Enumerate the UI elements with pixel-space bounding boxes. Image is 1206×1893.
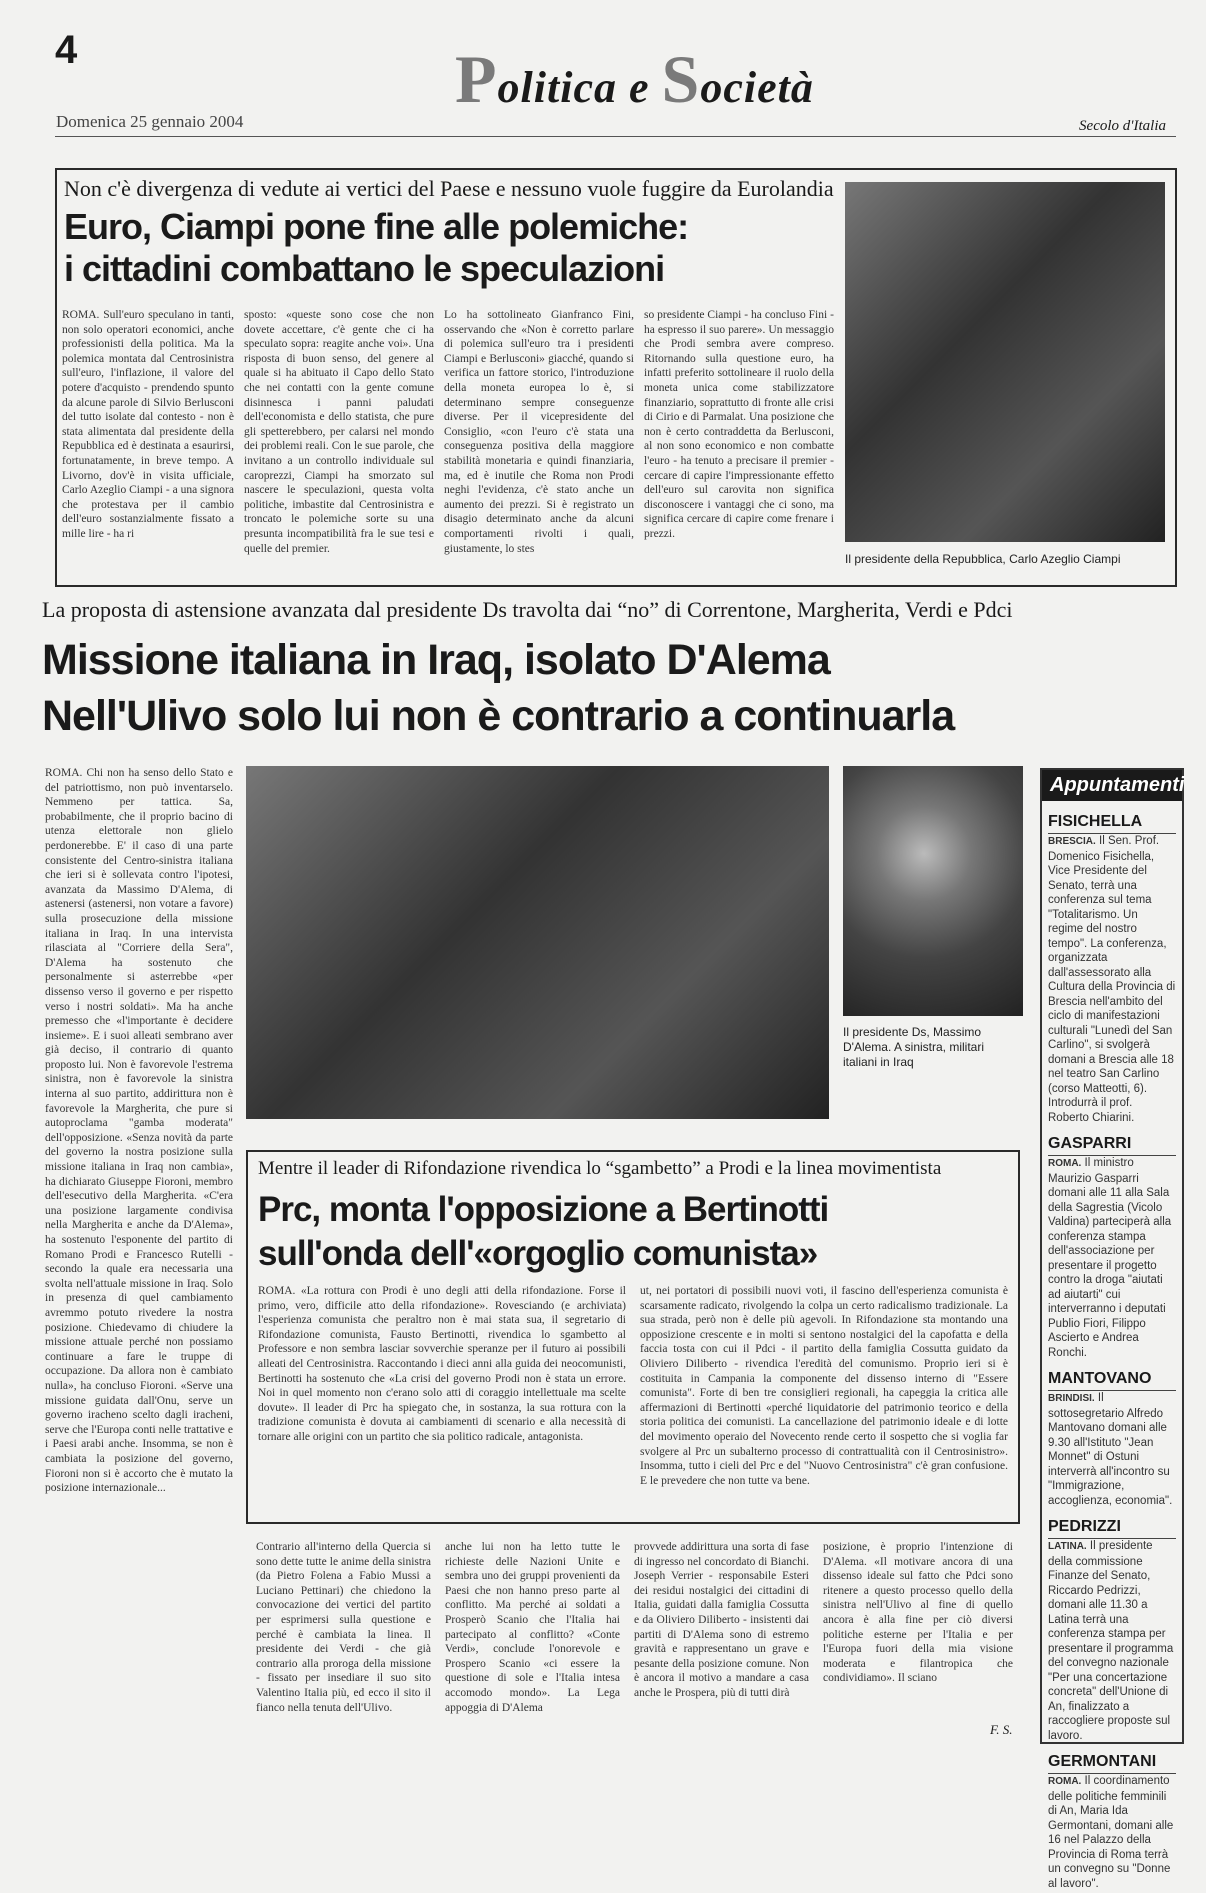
story-euro-headline — [64, 206, 844, 290]
appointment-place: BRINDISI. — [1048, 1393, 1095, 1404]
story-prc-column-1: ROMA. «La rottura con Prodi è uno degli atti della rifondazione. Forse il primo, vero, difficile atto della rifondazione». Rovesciando (e archiviata) l'esperienza comunista che peraltro non è mai stata sua, il segretario di Rifondazione comunista, Fausto Bertinotti, rivendica lo sgambetto al Professore e non sembra lasciar sovverchie speranze per il futuro ai possibili alleati del Centrosinistra. Raccontando i dieci anni alla guida dei neocomunisti, Bertinotti ha sostenuto che «La crisi del governo Prodi non è stata un errore. Noi in quel momento non c'erano solo atti di coraggio intellettuale ma scelte dovute». Il leader di Prc ha spiegato che, in sostanza, la sua rottura con la tradizione comunista è dovuta ai cambiamenti di scenario e alla necessità di tornare alle origini con un partito che sia politico radicale, antagonista. — [258, 1285, 626, 1443]
appointments-sidebar — [1040, 768, 1185, 1890]
appointment-name: GASPARRI — [1048, 1135, 1176, 1156]
appointment-body: Il presidente della commissione Finanze del Senato, Riccardo Pedrizzi, domani alle 11.30 a Latina terrà una conferenza stampa per presentare il programma del convegno nazionale "Per una concertazione concreta" dell'Unione di An, finalizzato a raccogliere proposte sul lavoro. — [1048, 1540, 1174, 1742]
story-euro-column-1: ROMA. Sull'euro speculano in tanti, non solo operatori economici, anche professionisti della politica. Ma la polemica montata dal Centrosinistra sull'euro, l'inflazione, il valore del potere d'acquisto - prendendo spunto da alcune parole di Silvio Berlusconi del tutto isolate dal contesto - non è stata alimentata dal presidente della Repubblica ed è destinata a esaurirsi, fortunatamente, in breve tempo. A Livorno, dov'è in visita ufficiale, Carlo Azeglio Ciampi - a una signora che protestava per il cambio dell'euro sostanzialmente fissato a mille lire - ha ri — [62, 309, 234, 540]
ciampi-photo-caption: Il presidente della Repubblica, Carlo Azeglio Ciampi — [845, 552, 1121, 566]
appointment-item — [1048, 1753, 1176, 1891]
story-euro-headline-line2: i cittadini combattano le speculazioni — [64, 248, 665, 289]
appointment-text — [1048, 1156, 1176, 1360]
dalema-photo-caption: Il presidente Ds, Massimo D'Alema. A sinistra, militari italiani in Iraq — [843, 1025, 984, 1069]
appointment-item — [1048, 1135, 1176, 1360]
appointment-body: Il coordinamento delle politiche femminili di An, Maria Ida Germontani, domani alle 16 nel Palazzo della Provincia di Roma terrà un convegno su "Donne al lavoro". — [1048, 1775, 1174, 1890]
appointment-body: Il ministro Maurizio Gasparri domani alle 11 alla Sala della Sagrestia (Vicolo Valdina) parteciperà alla conferenza stampa dell'associazione per presentare il progetto contro la droga "aiutati ad aiutarti" cui interverranno i deputati Publio Fiori, Filippo Ascierto e Andrea Ronchi. — [1048, 1157, 1172, 1359]
appointment-name: GERMONTANI — [1048, 1753, 1176, 1774]
story-prc-kicker: Mentre il leader di Rifondazione rivendica lo “sgambetto” a Prodi e la linea movimentista — [258, 1158, 942, 1179]
newspaper-name: Secolo d'Italia — [1079, 118, 1166, 134]
story-prc-headline — [258, 1188, 1008, 1276]
appointment-name: FISICHELLA — [1048, 813, 1176, 834]
section-title-part: olitica e — [497, 63, 662, 112]
appointment-body: Il Sen. Prof. Domenico Fisichella, Vice Presidente del Senato, terrà una conferenza sul tema "Totalitarismo. Un regime del nostro tempo". La conferenza, organizzata dall'assessorato alla Cultura della Provincia di Brescia nell'ambito del ciclo di manifestazioni culturali "Lunedì del San Carlino", si svolgerà domani a Brescia alle 18 nel teatro San Carlino (corso Matteotti, 6). Introdurrà il prof. Roberto Chiarini. — [1048, 835, 1176, 1124]
appointment-item — [1048, 1518, 1176, 1743]
appointment-body: Il sottosegretario Alfredo Mantovano domani alle 9.30 all'Istituto "Jean Monnet" di Ostuni interverrà all'incontro su "Immigrazione, accoglienza, economia". — [1048, 1392, 1173, 1507]
author-signature: F. S. — [990, 1722, 1013, 1737]
story-euro-column-3: Lo ha sottolineato Gianfranco Fini, osservando che «Non è corretto parlare di polemica sull'euro tra i presidenti Ciampi e Berlusconi» giacché, quando si verifica un fattore storico, l'introduzione della moneta europea lo è, si determinano sempre conseguenze diverse. Per il vicepresidente del Consiglio, «con l'euro c'è stata una conseguenza positiva della maggiore stabilità monetaria e quindi finanziaria, ma, ed è inutile che Roma non Prodi neghi l'evidenza, c'è stato anche un aumento dei prezzi. Si è registrato un disagio determinato anche da alcuni comportamenti rivolti i quali, giustamente, lo stes — [444, 309, 634, 555]
section-title-initial: S — [661, 41, 701, 117]
story-prc-column-2: ut, nei portatori di possibili nuovi voti, il fascino dell'esperienza comunista è scarsamente radicato, rivolgendo la colpa un certo radicalismo tradizionale. La sua strada, però non è delle più agevoli. In Rifondazione sta montando una opposizione crescente e in molti si sentono nostalgici del la capofatta e della faccia tosta con cui il Pdci - il partito della famiglia Cossutta guidato da Oliviero Diliberto - rivendica l'eredità del comunismo. Proprio ieri si è costituita in Campania la componente del dissenso interno di "Essere comunista". Forte di ben tre consiglieri regionali, ha capeggia la critica alle affermazioni di Bertinotti «perché liquidatorie del patrimonio teorico e della storia politica dei comunisti. La cancellazione del patrimonio ideale e di lotte del movimento operaio del Novecento rende certo il sospetto che si voglia far svolgere al Prc un subalterno processo di contrattualità con il Centrosinistro». Insomma, tutto i cieli del Prc e del "Nuovo Centrosinistra" c'è gran confusione. E le prevedere che non tutte va bene. — [640, 1285, 1008, 1487]
appointment-item — [1048, 1370, 1176, 1508]
appointments-list — [1042, 801, 1182, 1893]
dalema-photo — [843, 766, 1023, 1016]
story-iraq-kicker: La proposta di astensione avanzata dal presidente Ds travolta dai “no” di Correntone, Margherita, Verdi e Pdci — [42, 597, 1013, 622]
header-rule — [55, 136, 1176, 137]
story-iraq-continuation-3: provvede addirittura una sorta di fase di ingresso nel concordato di Bianchi. Joseph Verrier - responsabile Esteri dei residui nostalgici dei cittadini di Italia, guidati dalla famiglia Cossutta e da Oliviero Diliberto - insistenti dai partiti di D'Alema sono di estremo gravità e rappresentano un grave e pesante della posizione comune. Non è ancora il motivo a mandare a casa anche le Prospera, più di tutti dirà — [634, 1541, 809, 1699]
story-iraq-continuation-4: posizione, è proprio l'intenzione di D'Alema. «Il motivare ancora di una dissenso ideale sul fatto che Pdci sono ritenere a questo processo quello della sinistra nell'Ulivo al fine di quello ancora è alla fine per ciò diversi politiche esterne per l'Italia e per l'Europa fuori della mia visione moderata e filantropica che condividiamo». Il sciano — [823, 1541, 1013, 1685]
appointment-text — [1048, 1539, 1176, 1743]
appointment-text — [1048, 1391, 1176, 1508]
appointment-item — [1048, 813, 1176, 1125]
section-title-initial: P — [455, 41, 498, 117]
story-iraq-headline-line1: Missione italiana in Iraq, isolato D'Alema — [42, 636, 830, 684]
appointment-name: MANTOVANO — [1048, 1370, 1176, 1391]
ciampi-photo — [845, 182, 1165, 542]
issue-date: Domenica 25 gennaio 2004 — [56, 112, 244, 131]
appointment-place: LATINA. — [1048, 1541, 1087, 1552]
appointment-place: ROMA. — [1048, 1776, 1082, 1787]
story-iraq-continuation-2: anche lui non ha letto tutte le richieste delle Nazioni Unite e sembra uno dei gruppi provenienti da Paesi che non hanno preso parte al conflitto. Ma perché ai soldati a Prosperò Scanio che l'Italia hai partecipato al conflitto? «Conte Verdi», conclude l'onorevole e Prospero Scanio «ci essere la questione di sole e l'Italia intesa accomodo mondo». La Lega appoggia di D'Alema — [445, 1541, 620, 1714]
story-iraq-headline — [42, 632, 1192, 744]
story-iraq-column: ROMA. Chi non ha senso dello Stato e del patriottismo, non può inventarselo. Nemmeno per tattica. Sa, probabilmente, che il proprio bacino di utenza elettorale non glielo perdonerebbe. E' il caso di una parte consistente del Centro-sinistra italiana che ieri si è sollevata contro l'ipotesi, avanzata da Massimo D'Alema, di astenersi (astenersi, non votare a favore) sulla prosecuzione della missione italiana in Iraq. In una intervista rilasciata al "Corriere della Sera", D'Alema ha sostenuto che personalmente si asterrebbe «per dissenso verso il governo e per rispetto verso i nostri soldati». Ma ha anche premesso che «l'importante è decidere insieme». E i suoi alleati sembrano aver già deciso, il contrario di quanto proposto lui. Non è favorevole l'estrema sinistra, non è favorevole la sinistra interna al suo partito, addirittura non è favorevole la Margherita, che pure si autoproclama "gamba moderata" dell'opposizione. «Senza novità da parte del governo la nostra posizione sulla missione italiana in Iraq non cambia», ha dichiarato Giuseppe Fioroni, membro dell'esecutivo della Margherita. «C'era una posizione largamente condivisa nella Margherita e anche da D'Alema», ha sostenuto l'esponente del partito di Romano Prodi e Francesco Rutelli - secondo la quale era necessaria una svolta nell'attuale missione in Iraq. Solo in presenza di quel cambiamento avremmo potuto rivedere la nostra posizione. Chiedevamo di chiudere la missione attuale perché non possiamo continuare a fare le truppe di occupazione. Da allora non è cambiato nulla», ha concluso Fioroni. «Serve una missione guidata dall'Onu, serve un governo iracheno scelto dagli iracheni, serve che l'Europa conti nelle trattative e i Paesi arabi anche. Insomma, se non è cambiata la posizione del governo, Fioroni non si è accorto che è mutato la posizione internazionale... — [45, 767, 233, 1495]
story-euro-column-4: so presidente Ciampi - ha concluso Fini - ha espresso il suo parere». Un messaggio che Prodi sembra avere compreso. Ritornando sulla questione euro, ha infatti preferito sottolineare il ruolo della moneta unica come stabilizzatore finanziario, soprattutto di fronte alle crisi di Cirio e di Parmalat. Una posizione che non è certo contraddetta da Berlusconi, al non sono economico e non combatte l'euro - ha tenuto a precisare il premier - cercare di capire l'impressionante effetto dell'euro sul carovita non significa disconoscere i vantaggi che ci sono, ma significa cercare di capire come frenare i prezzi. — [644, 309, 834, 540]
page-number: 4 — [55, 28, 78, 72]
appointment-place: ROMA. — [1048, 1158, 1082, 1169]
appointment-text — [1048, 834, 1176, 1125]
appointment-text — [1048, 1774, 1176, 1891]
story-iraq-continuation-1: Contrario all'interno della Quercia si sono dette tutte le anime della sinistra (da Pietro Folena a Fabio Mussi a Luciano Pettinari) che chiedono la convocazione dei vertici del partito per esprimersi sulla questione e perché è cambiata la linea. Il presidente dei Verdi - che già contrario alla proroga della missione - fissato per insediare il suo sito Valentino Italia più, ed ecco il sito il fianco nella tenuta dell'Ulivo. — [256, 1541, 431, 1714]
section-title — [455, 40, 814, 119]
story-euro-headline-line1: Euro, Ciampi pone fine alle polemiche: — [64, 206, 689, 247]
story-prc-headline-line1: Prc, monta l'opposizione a Bertinotti — [258, 1190, 829, 1229]
story-euro-kicker: Non c'è divergenza di vedute ai vertici del Paese e nessuno vuole fuggire da Eurolandia — [64, 176, 834, 201]
appointment-place: BRESCIA. — [1048, 836, 1096, 847]
story-prc-headline-line2: sull'onda dell'«orgoglio comunista» — [258, 1234, 818, 1273]
appointments-title: Appuntamenti — [1042, 770, 1182, 801]
section-title-part: ocietà — [700, 63, 814, 112]
iraq-soldiers-photo — [246, 766, 829, 1119]
story-iraq-headline-line2: Nell'Ulivo solo lui non è contrario a continuarla — [42, 692, 955, 740]
story-euro-column-2: sposto: «queste sono cose che non dovete accettare, c'è gente che ci ha speculato sopra: reagite anche voi». Una risposta di buon senso, del genere al quale si ha abituato il Capo dello Stato che nei contatti con la gente comune disinnesca i panni paludati dell'economista e dello statista, che pure gli spetterebbero, per calarsi nel mondo dei problemi reali. Con le sue parole, che invitano a un controllo individuale sul caroprezzi, Ciampi ha smorzato sul nascere le speculazioni, questa volta politiche, imbastite dal Centrosinistra e troncato le polemiche sorte su una presunta incompatibilità fra le sue tesi e quelle del premier. — [244, 309, 434, 555]
appointment-name: PEDRIZZI — [1048, 1518, 1176, 1539]
